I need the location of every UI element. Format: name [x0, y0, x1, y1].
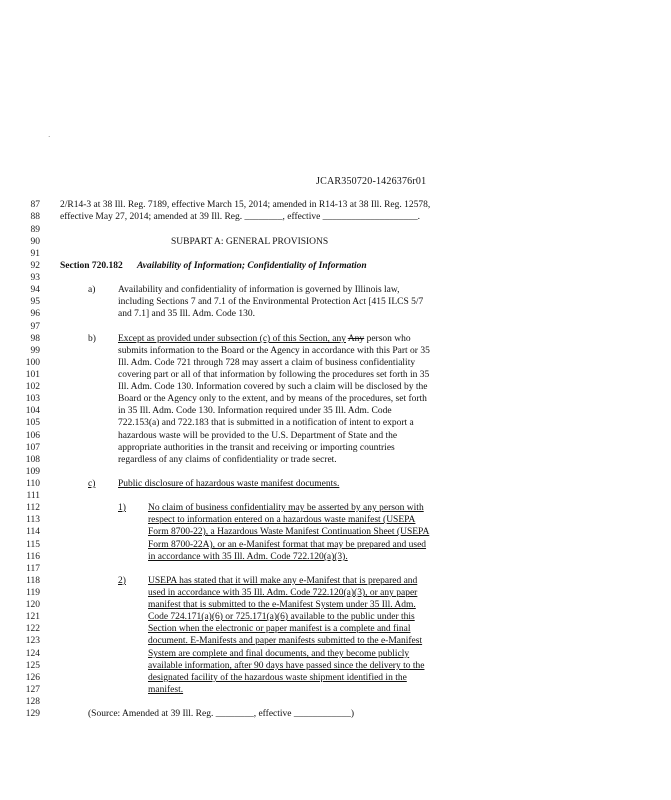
history-line: effective May 27, 2014; amended at 39 Ill. Reg. ________, effective ____________________.: [60, 212, 421, 222]
item-line: Form 8700-22A), or an e-Manifest format that may be prepared and used: [148, 540, 427, 550]
line-number: 88: [30, 212, 40, 222]
line-number: 101: [25, 370, 40, 380]
item-line: manifest that is submitted to the e-Manifest System under 35 Ill. Adm.: [148, 600, 416, 610]
line-number: 104: [25, 406, 40, 416]
line-number: 118: [26, 576, 40, 586]
line-number: 93: [30, 273, 40, 283]
line-number: 91: [30, 249, 40, 259]
line-number: 126: [25, 673, 40, 683]
item-line: document. E-Manifests and paper manifests submitted to the e-Manifest: [148, 636, 423, 646]
item-line: USEPA has stated that it will make any e-Manifest that is prepared and: [148, 576, 418, 586]
line-number: 121: [25, 612, 40, 622]
item-line: available information, after 90 days have passed since the delivery to the: [148, 661, 425, 671]
line-number: 111: [26, 491, 40, 501]
paragraph-line: Availability and confidentiality of information is governed by Illinois law,: [118, 285, 400, 295]
line-number: 115: [26, 540, 40, 550]
line-number: 117: [26, 564, 40, 574]
line-number: 106: [25, 431, 40, 441]
line-number: 128: [25, 697, 40, 707]
line-number: 113: [26, 515, 40, 525]
line-number: 96: [30, 309, 40, 319]
item-label: 2): [118, 576, 126, 586]
item-line: Section when the electronic or paper manifest is a complete and final: [148, 624, 411, 634]
line-number: 107: [25, 443, 40, 453]
subpart-heading: SUBPART A: GENERAL PROVISIONS: [171, 237, 329, 247]
paragraph-line: Board or the Agency only to the extent, and by means of the procedures, set forth: [118, 394, 427, 404]
item-line: in accordance with 35 Ill. Adm. Code 722.120(a)(3).: [148, 552, 348, 562]
paragraph-line: including Sections 7 and 7.1 of the Environmental Protection Act [415 ILCS 5/7: [118, 297, 424, 307]
history-line: 2/R14-3 at 38 Ill. Reg. 7189, effective March 15, 2014; amended in R14-13 at 38 Ill. Reg. 12578,: [60, 200, 431, 210]
line-number: 110: [26, 479, 40, 489]
line-number: 97: [30, 322, 40, 332]
line-number: 92: [30, 261, 40, 271]
line-number: 119: [26, 588, 40, 598]
struck-text: Any: [347, 334, 365, 344]
paragraph-label: b): [88, 334, 96, 344]
line-number: 99: [30, 346, 40, 356]
line-number: 124: [25, 649, 40, 659]
line-number: 87: [30, 200, 40, 210]
line-number: 100: [25, 358, 40, 368]
line-number: 116: [26, 552, 40, 562]
paragraph-line: hazardous waste will be provided to the U.S. Department of State and the: [118, 431, 398, 441]
line-number: 129: [25, 709, 40, 719]
paragraph-line: regardless of any claims of confidentiality or trade secret.: [118, 455, 337, 465]
item-line: respect to information entered on a hazardous waste manifest (USEPA: [148, 515, 416, 525]
line-number: 103: [25, 394, 40, 404]
section-number: Section 720.182: [60, 261, 123, 271]
paragraph-line: and 7.1] and 35 Ill. Adm. Code 130.: [118, 309, 255, 319]
line-number: 114: [26, 527, 40, 537]
item-label: 1): [118, 503, 126, 513]
line-number: 109: [25, 467, 40, 477]
line-number: 90: [30, 237, 40, 247]
paragraph-line: 722.153(a) and 722.183 that is submitted in a notification of intent to export a: [118, 418, 414, 428]
line-number: 105: [25, 418, 40, 428]
paragraph-label: c): [88, 479, 96, 489]
line-number: 112: [26, 503, 40, 513]
document-id: JCAR350720-1426376r01: [316, 176, 427, 187]
paragraph-line: in 35 Ill. Adm. Code 130. Information required under 35 Ill. Adm. Code: [118, 406, 392, 416]
paragraph-line: appropriate authorities in the transit and receiving or importing countries: [118, 443, 395, 453]
line-number: 95: [30, 297, 40, 307]
item-line: manifest.: [148, 685, 184, 695]
line-number: 108: [25, 455, 40, 465]
line-rest: person who: [364, 334, 411, 344]
line-number: 127: [25, 685, 40, 695]
item-line: used in accordance with 35 Ill. Adm. Code 722.120(a)(3), or any paper: [148, 588, 418, 598]
paragraph-line: Public disclosure of hazardous waste manifest documents.: [118, 479, 340, 489]
line-number: 94: [30, 285, 40, 295]
item-line: Code 724.171(a)(6) or 725.171(a)(6) available to the public under this: [148, 612, 415, 622]
item-line: Form 8700-22), a Hazardous Waste Manifest Continuation Sheet (USEPA: [148, 527, 430, 537]
line-number: 98: [30, 334, 40, 344]
paragraph-label: a): [88, 285, 96, 295]
inserted-text: Except as provided under subsection (c) of this Section, any: [118, 334, 346, 344]
paragraph-line: submits information to the Board or the Agency in accordance with this Part or 35: [118, 346, 430, 356]
paragraph-line: covering part or all of that information by following the procedures set forth in 35: [118, 370, 430, 380]
paragraph-line: Ill. Adm. Code 721 through 728 may assert a claim of business confidentiality: [118, 358, 416, 368]
item-line: System are complete and final documents, and they become publicly: [148, 649, 410, 659]
line-number: 123: [25, 636, 40, 646]
paragraph-line: Ill. Adm. Code 130. Information covered by such a claim will be disclosed by the: [118, 382, 428, 392]
margin-mark: ·: [48, 133, 51, 141]
line-number: 89: [30, 225, 40, 235]
section-title: Availability of Information; Confidentiality of Information: [137, 261, 367, 271]
line-number: 120: [25, 600, 40, 610]
line-number: 102: [25, 382, 40, 392]
line-number: 125: [25, 661, 40, 671]
line-number: 122: [25, 624, 40, 634]
paragraph-line: [118, 334, 411, 345]
item-line: designated facility of the hazardous waste shipment identified in the: [148, 673, 407, 683]
item-line: No claim of business confidentiality may be asserted by any person with: [148, 503, 424, 513]
source-note: (Source: Amended at 39 Ill. Reg. ________, effective ____________): [88, 709, 355, 719]
